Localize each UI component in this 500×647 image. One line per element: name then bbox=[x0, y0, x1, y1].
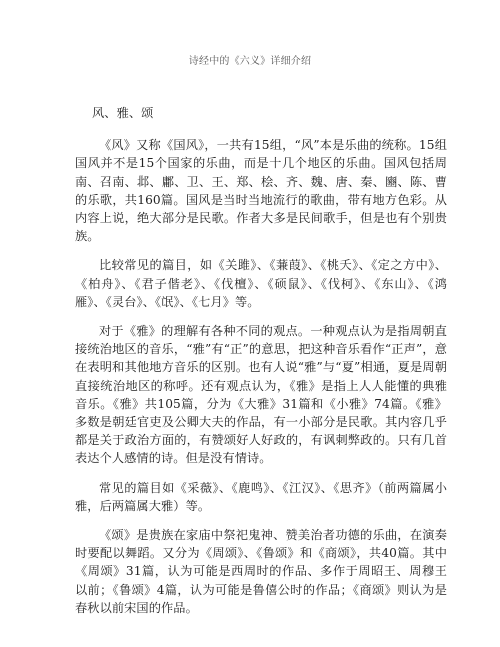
paragraph-feng-examples: 比较常见的篇目，如《关雎》、《蒹葭》、《桃夭》、《定之方中》、《柏舟》、《君子偕老》、《伐檀》、《硕鼠》、《伐柯》、《东山》、《鸿雁》、《灵台》、《氓》、《七月》等。 bbox=[75, 258, 447, 309]
paragraph-song: 《颂》是贵族在家庙中祭祀鬼神、赞美治者功德的乐曲，在演奏时要配以舞蹈。又分为《周颂》、《鲁颂》和《商颂》，共40篇。其中《周颂》31篇，认为可能是西周时的作品、多作于周昭王、周穆王以前；《鲁颂》4篇，认为可能是鲁僖公时的作品；《商颂》则认为是春秋以前宋国的作品。 bbox=[75, 528, 447, 615]
paragraph-ya-examples: 常见的篇目如《采薇》、《鹿鸣》、《江汉》、《思齐》（前两篇属小雅，后两篇属大雅）等。 bbox=[75, 480, 447, 513]
paragraph-ya: 对于《雅》的理解有各种不同的观点。一种观点认为是指周朝直接统治地区的音乐，“雅”有“正”的意思，把这种音乐看作“正声”，意在表明和其他地方音乐的区别。也有人说“雅”与“夏”相通，夏是周朝直接统治地区的称呼。还有观点认为，《雅》是指上人人能懂的典雅音乐。《雅》共105篇，分为《大雅》31篇和《小雅》74篇。《雅》多数是朝廷官吏及公卿大夫的作品，有一小部分是民歌。其内容几乎都是关于政治方面的，有赞颂好人好政的，有讽刺弊政的。只有几首表达个人感情的诗。但是没有情诗。 bbox=[75, 324, 447, 466]
document-title: 诗经中的《六义》详细介绍 bbox=[188, 56, 312, 67]
section-heading: 风、雅、颂 bbox=[92, 106, 154, 120]
paragraph-feng: 《风》又称《国风》，一共有15组，“风”本是乐曲的统称。15组国风并不是15个国家的乐曲，而是十几个地区的乐曲。国风包括周南、召南、邶、鄘、卫、王、郑、桧、齐、魏、唐、秦、豳、陈、曹的乐歌，共160篇。国风是当时当地流行的歌曲，带有地方色彩。从内容上说，绝大部分是民歌。作者大多是民间歌手，但是也有个别贵族。 bbox=[75, 138, 447, 244]
document-body bbox=[75, 104, 447, 628]
